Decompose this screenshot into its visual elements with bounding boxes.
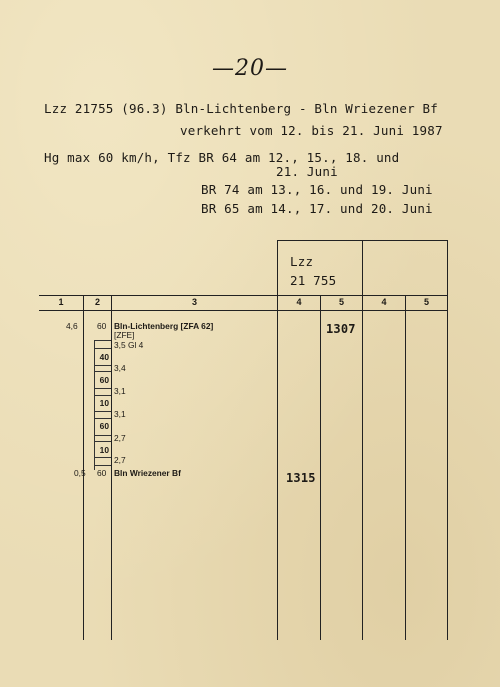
col-header-5b: 5 <box>423 297 429 307</box>
segment-distance: 2,7 <box>114 433 126 443</box>
speed-box-sep <box>94 348 111 349</box>
speed-box-sep <box>94 418 111 419</box>
speed-limit: 10 <box>99 398 109 408</box>
col-header-4b: 4 <box>381 297 387 307</box>
header-line-6: BR 65 am 14., 17. und 20. Juni <box>201 201 433 216</box>
speed-limit: 40 <box>99 352 109 362</box>
header-line-3: Hg max 60 km/h, Tfz BR 64 am 12., 15., 18. und <box>44 150 400 165</box>
speed-box-sep <box>94 435 111 436</box>
speed-box-sep <box>94 457 111 458</box>
speed-box-sep <box>94 395 111 396</box>
time-destination: 1315 <box>286 471 316 485</box>
km-destination: 0,5 <box>74 468 86 478</box>
header-line-1: Lzz 21755 (96.3) Bln-Lichtenberg - Bln Wriezener Bf <box>44 101 439 116</box>
station-origin: Bln-Lichtenberg [ZFA 62] <box>114 321 214 331</box>
speed-box-sep <box>94 388 111 389</box>
speed-box-sep <box>94 340 111 341</box>
table-line-top <box>277 240 448 241</box>
speed-destination: 60 <box>97 468 107 478</box>
header-line-4: 21. Juni <box>276 164 338 179</box>
train-label-type: Lzz <box>290 254 314 269</box>
speed-box-sep <box>94 441 111 442</box>
time-origin: 1307 <box>326 322 356 336</box>
segment-distance: 3,1 <box>114 386 126 396</box>
speed-box-sep <box>94 465 111 466</box>
train-label-number: 21 755 <box>290 273 337 288</box>
table-line-v-right <box>447 240 448 640</box>
station-origin-note: [ZFE] <box>114 330 135 340</box>
table-line-v2 <box>111 295 112 640</box>
header-line-5: BR 74 am 13., 16. und 19. Juni <box>201 182 433 197</box>
station-destination: Bln Wriezener Bf <box>114 468 181 478</box>
col-header-3: 3 <box>191 297 197 307</box>
col-header-2: 2 <box>94 297 100 307</box>
table-line-v5a <box>320 295 321 640</box>
speed-box-sep <box>94 365 111 366</box>
col-header-5: 5 <box>338 297 344 307</box>
segment-distance: 3,5 Gl 4 <box>114 340 144 350</box>
speed-origin: 60 <box>97 321 107 331</box>
speed-limit: 60 <box>99 421 109 431</box>
segment-distance: 3,1 <box>114 409 126 419</box>
segment-distance: 2,7 <box>114 455 126 465</box>
page-number: —20— <box>212 56 288 81</box>
header-line-2: verkehrt vom 12. bis 21. Juni 1987 <box>180 123 443 138</box>
col-header-4: 4 <box>296 297 302 307</box>
km-origin: 4,6 <box>66 321 78 331</box>
speed-limit: 10 <box>99 445 109 455</box>
col-header-1: 1 <box>58 297 64 307</box>
table-line-v5b <box>405 295 406 640</box>
segment-distance: 3,4 <box>114 363 126 373</box>
table-line-header-bottom <box>39 310 448 311</box>
speed-box-sep <box>94 371 111 372</box>
speed-box-sep <box>94 411 111 412</box>
speed-limit: 60 <box>99 375 109 385</box>
